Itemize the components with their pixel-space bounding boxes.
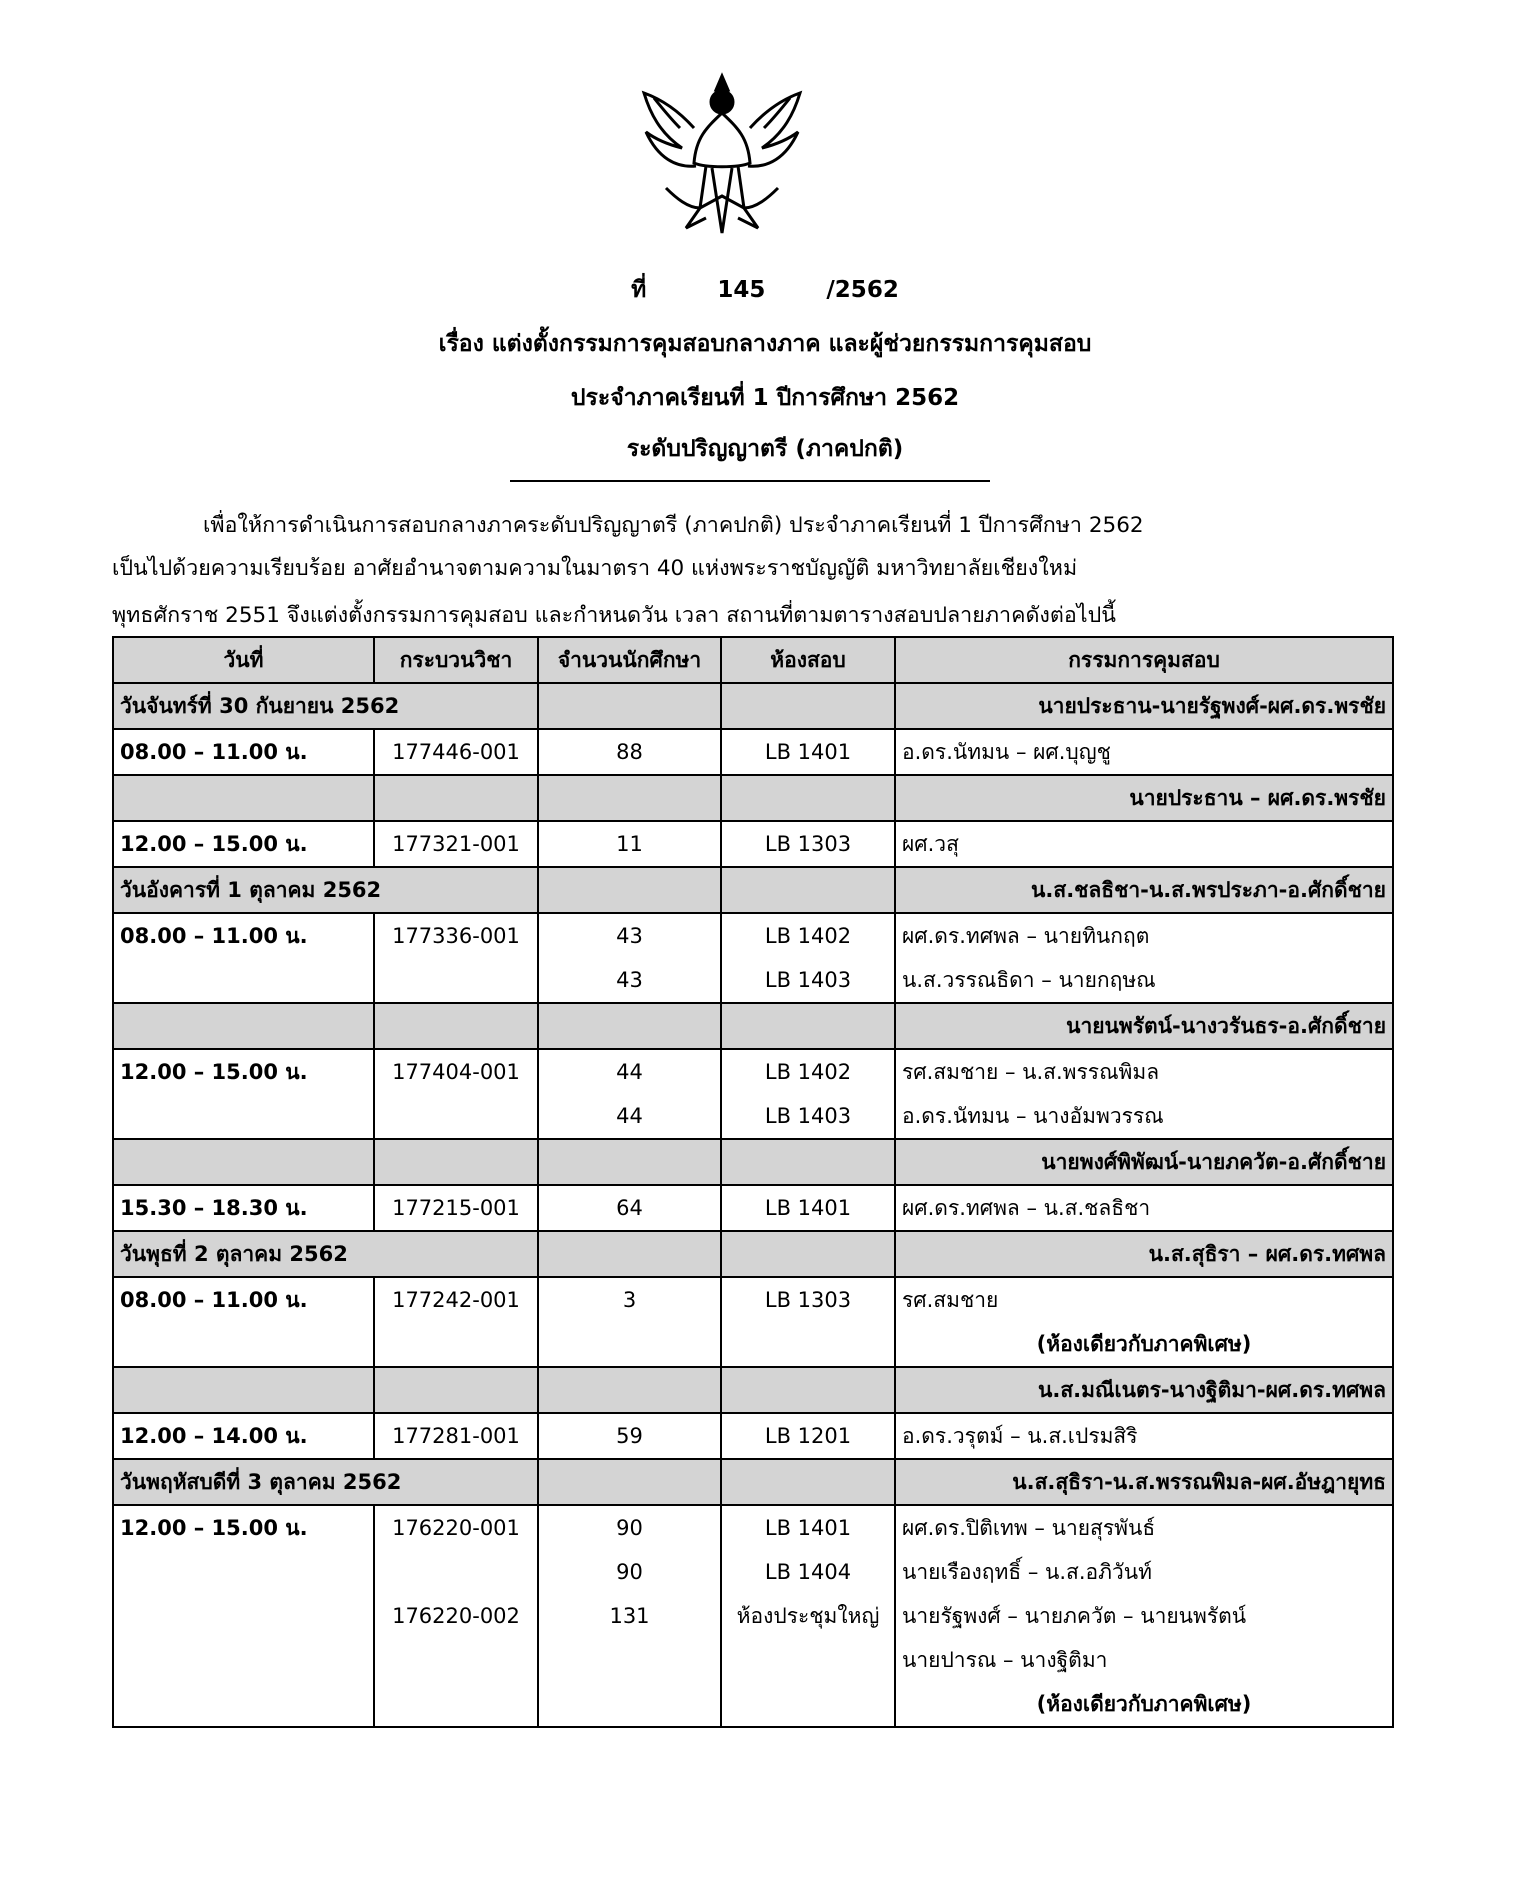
empty-cell [374,1367,538,1413]
date-cell: วันพฤหัสบดีที่ 3 ตุลาคม 2562 [113,1459,538,1505]
proctors-cell: อ.ดร.นัทมน – ผศ.บุญชู [895,729,1393,775]
course-cell: 177215-001 [374,1185,538,1231]
empty-cell [721,1459,895,1505]
empty-cell [538,683,721,729]
students-cell: 59 [538,1413,721,1459]
proctors-value: รศ.สมชาย [902,1288,999,1312]
proctors-cell: อ.ดร.วรุตม์ – น.ส.เปรมสิริ [895,1413,1393,1459]
time-cell: 12.00 – 15.00 น. [113,1505,374,1727]
doc-number: 145 [717,277,766,303]
chief-row [113,1139,1393,1185]
table-row [113,729,1393,775]
room-cell [721,1049,895,1139]
time-cell: 12.00 – 15.00 น. [113,1049,374,1139]
students-value: 44 [616,1104,643,1128]
room-cell: LB 1401 [721,729,895,775]
doc-label: ที่ [631,277,647,303]
chief-proctors: น.ส.ชลธิชา-น.ส.พรประภา-อ.ศักดิ์ชาย [895,867,1393,913]
students-cell [538,1049,721,1139]
empty-cell [538,1459,721,1505]
exam-schedule-table [112,636,1394,1728]
students-value: 43 [616,924,643,948]
table-row [113,1049,1393,1139]
proctors-cell [895,913,1393,1003]
proctors-cell [895,1049,1393,1139]
divider [510,480,990,482]
room-cell: LB 1201 [721,1413,895,1459]
document-number [0,272,1530,308]
room-value: LB 1403 [764,1104,852,1128]
date-cell: วันพุธที่ 2 ตุลาคม 2562 [113,1231,538,1277]
header-date: วันที่ [113,637,374,683]
empty-cell [721,775,895,821]
course-value: 176220-002 [392,1604,520,1628]
date-cell: วันอังคารที่ 1 ตุลาคม 2562 [113,867,538,913]
empty-cell [374,1139,538,1185]
course-cell: 177321-001 [374,821,538,867]
empty-cell [721,1139,895,1185]
chief-proctors: นายพงศ์พิพัฒน์-นายภควัต-อ.ศักดิ์ชาย [895,1139,1393,1185]
table-row [113,1505,1393,1727]
empty-cell [538,775,721,821]
chief-proctors: นายประธาน-นายรัฐพงศ์-ผศ.ดร.พรชัย [895,683,1393,729]
empty-cell [538,867,721,913]
students-value: 90 [616,1560,643,1584]
table-row [113,1277,1393,1367]
date-row [113,683,1393,729]
header-students: จำนวนนักศึกษา [538,637,721,683]
empty-cell [374,1003,538,1049]
subject-line-3: ระดับปริญญาตรี (ภาคปกติ) [626,436,904,462]
chief-row [113,1367,1393,1413]
proctors-cell: ผศ.วสุ [895,821,1393,867]
subject-line-2: ประจำภาคเรียนที่ 1 ปีการศึกษา 2562 [570,385,960,411]
chief-proctors: น.ส.สุธิรา – ผศ.ดร.ทศพล [895,1231,1393,1277]
room-value: LB 1403 [764,968,852,992]
empty-cell [721,1231,895,1277]
table-row [113,913,1393,1003]
room-value: LB 1401 [764,1516,852,1540]
time-cell: 08.00 – 11.00 น. [113,729,374,775]
table-row [113,1413,1393,1459]
header-course: กระบวนวิชา [374,637,538,683]
proctors-value: น.ส.วรรณธิดา – นายกฤษณ [902,968,1156,992]
same-room-note: (ห้องเดียวกับภาคพิเศษ) [1036,1692,1252,1716]
time-cell: 15.30 – 18.30 น. [113,1185,374,1231]
time-cell: 12.00 – 15.00 น. [113,821,374,867]
chief-proctors: น.ส.มณีเนตร-นางฐิติมา-ผศ.ดร.ทศพล [895,1367,1393,1413]
proctors-value: ผศ.ดร.ปิติเทพ – นายสุรพันธ์ [902,1516,1156,1540]
time-cell: 08.00 – 11.00 น. [113,1277,374,1367]
intro-line-3: พุทธศักราช 2551 จึงแต่งตั้งกรรมการคุมสอบ และกำหนดวัน เวลา สถานที่ตามตารางสอบปลายภาคดังต่อไปนี้ [112,603,1116,628]
intro-line-2: เป็นไปด้วยความเรียบร้อย อาศัยอำนาจตามความในมาตรา 40 แห่งพระราชบัญญัติ มหาวิทยาลัยเชียงใหม่ [112,556,1078,581]
empty-cell [113,775,374,821]
course-cell [374,1505,538,1727]
room-value: ห้องประชุมใหญ่ [736,1604,880,1628]
empty-cell [721,1003,895,1049]
room-cell [721,1505,895,1727]
intro-line-1: เพื่อให้การดำเนินการสอบกลางภาคระดับปริญญาตรี (ภาคปกติ) ประจำภาคเรียนที่ 1 ปีการศึกษา 2562 [203,513,1144,538]
room-cell [721,913,895,1003]
proctors-value: นายรัฐพงศ์ – นายภควัต – นายนพรัตน์ [902,1604,1247,1628]
students-cell: 3 [538,1277,721,1367]
course-cell: 177281-001 [374,1413,538,1459]
proctors-value: นายปารณ – นางฐิติมา [902,1648,1108,1672]
chief-row [113,775,1393,821]
empty-cell [721,867,895,913]
chief-proctors: นายนพรัตน์-นางวรันธร-อ.ศักดิ์ชาย [895,1003,1393,1049]
students-cell: 64 [538,1185,721,1231]
students-value: 43 [616,968,643,992]
date-cell: วันจันทร์ที่ 30 กันยายน 2562 [113,683,538,729]
proctors-cell [895,1277,1393,1367]
proctors-cell: ผศ.ดร.ทศพล – น.ส.ชลธิชา [895,1185,1393,1231]
proctors-cell [895,1505,1393,1727]
header-room: ห้องสอบ [721,637,895,683]
proctors-value: อ.ดร.นัทมน – นางอัมพวรรณ [902,1104,1164,1128]
room-value: LB 1402 [764,1060,852,1084]
date-row [113,1459,1393,1505]
room-cell: LB 1401 [721,1185,895,1231]
students-cell: 88 [538,729,721,775]
table-row [113,821,1393,867]
empty-cell [113,1139,374,1185]
time-cell: 08.00 – 11.00 น. [113,913,374,1003]
course-cell: 177336-001 [374,913,538,1003]
empty-cell [721,1367,895,1413]
header-proctors: กรรมการคุมสอบ [895,637,1393,683]
empty-cell [538,1231,721,1277]
date-row [113,1231,1393,1277]
course-cell: 177446-001 [374,729,538,775]
subject-line: เรื่อง แต่งตั้งกรรมการคุมสอบกลางภาค และผู้ช่วยกรรมการคุมสอบ [438,331,1092,357]
students-cell: 11 [538,821,721,867]
room-cell: LB 1303 [721,1277,895,1367]
room-cell: LB 1303 [721,821,895,867]
empty-cell [113,1003,374,1049]
empty-cell [538,1367,721,1413]
students-value: 131 [609,1604,650,1628]
empty-cell [538,1139,721,1185]
proctors-value: นายเรืองฤทธิ์ – น.ส.อภิวันท์ [902,1560,1152,1584]
garuda-emblem-icon [636,68,808,243]
students-cell [538,1505,721,1727]
chief-proctors: น.ส.สุธิรา-น.ส.พรรณพิมล-ผศ.อัษฎายุทธ [895,1459,1393,1505]
course-cell: 177242-001 [374,1277,538,1367]
empty-cell [374,775,538,821]
room-value: LB 1404 [764,1560,852,1584]
time-cell: 12.00 – 14.00 น. [113,1413,374,1459]
empty-cell [538,1003,721,1049]
doc-year: /2562 [826,277,899,303]
proctors-value: ผศ.ดร.ทศพล – นายทินกฤต [902,924,1150,948]
students-value: 44 [616,1060,643,1084]
same-room-note: (ห้องเดียวกับภาคพิเศษ) [1036,1332,1252,1356]
empty-cell [721,683,895,729]
students-value: 90 [616,1516,643,1540]
students-cell [538,913,721,1003]
proctors-value: รศ.สมชาย – น.ส.พรรณพิมล [902,1060,1160,1084]
chief-row [113,1003,1393,1049]
table-row [113,1185,1393,1231]
room-value: LB 1402 [764,924,852,948]
chief-proctors: นายประธาน – ผศ.ดร.พรชัย [895,775,1393,821]
table-header-row [113,637,1393,683]
empty-cell [113,1367,374,1413]
course-value: 176220-001 [392,1516,520,1540]
date-row [113,867,1393,913]
course-cell: 177404-001 [374,1049,538,1139]
